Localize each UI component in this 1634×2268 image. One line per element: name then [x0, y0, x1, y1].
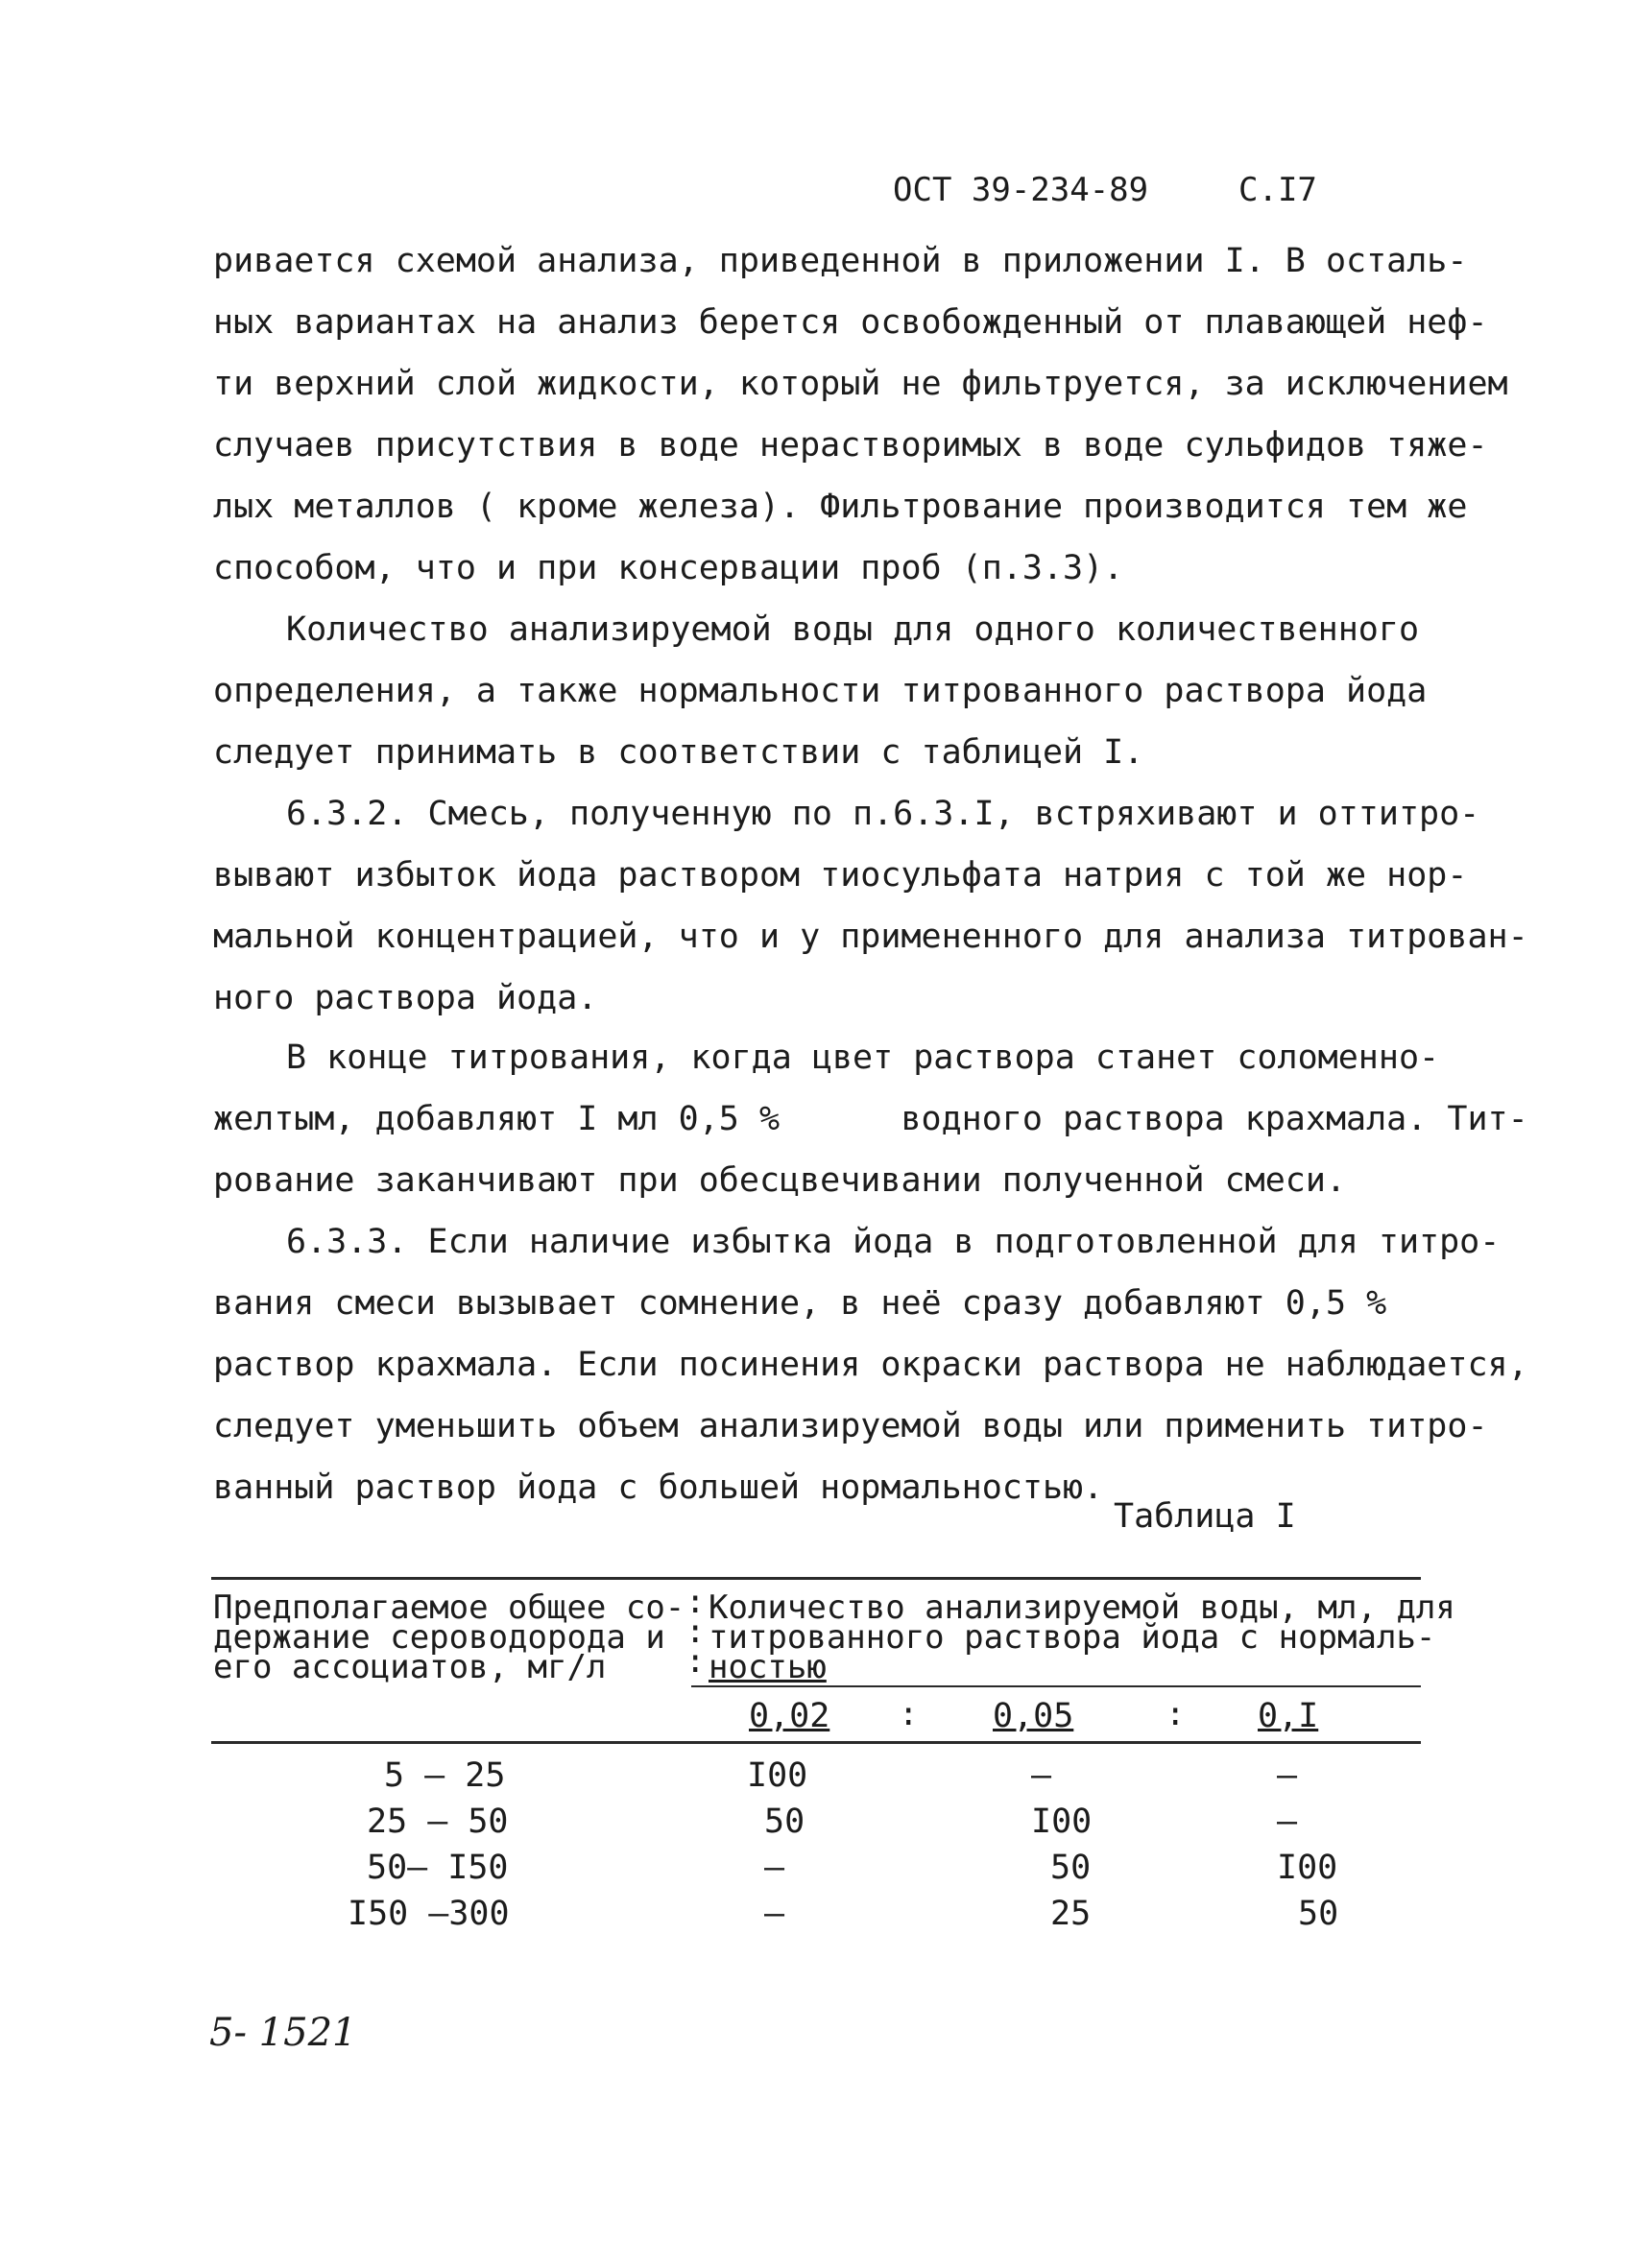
table-cell: I00 — [1277, 1849, 1338, 1887]
paragraph-quantity — [213, 599, 1461, 783]
table-row-range: 5 – 25 — [384, 1756, 506, 1795]
text-line: способом, что и при консервации проб (п.3.3). — [213, 549, 1124, 587]
header-line: Предполагаемое общее со- — [213, 1588, 685, 1627]
handwritten-note: 5- 1521 — [209, 2011, 357, 2055]
text-line: определения, а также нормальности титрованного раствора йода — [213, 672, 1428, 710]
text-line: рование заканчивают при обесцвечивании полученной смеси. — [213, 1161, 1347, 1200]
header-line: титрованного раствора йода с нормаль- — [709, 1618, 1436, 1657]
page-number: С.I7 — [1238, 171, 1317, 209]
table-cell: – — [1031, 1756, 1052, 1795]
table-row-range: 25 – 50 — [367, 1802, 509, 1841]
text-line: ных вариантах на анализ берется освобожденный от плавающей неф- — [213, 303, 1488, 342]
text-line: Количество анализируемой воды для одного количественного — [286, 610, 1420, 649]
table-cell: 25 — [1050, 1895, 1092, 1933]
column-separator: : — [1165, 1695, 1186, 1733]
table-row-range: 50– I50 — [367, 1849, 509, 1887]
text-line: следует уменьшить объем анализируемой воды или применить титро- — [213, 1407, 1488, 1445]
text-line: ривается схемой анализа, приведенной в приложении I. В осталь- — [213, 242, 1468, 280]
table-caption: Таблица I — [1114, 1497, 1296, 1536]
text-line: лых металлов ( кроме железа). Фильтрование производится тем же — [213, 488, 1468, 526]
table-cell: 50 — [1050, 1849, 1092, 1887]
normality-0-02: 0,02 — [749, 1697, 830, 1735]
paragraph-titration-end — [213, 1027, 1528, 1211]
column-separator: : — [899, 1695, 919, 1733]
text-line: 6.3.2. Смесь, полученную по п.6.3.I, встряхивают и оттитро- — [286, 795, 1480, 833]
text-line: ванный раствор йода с большей нормальностью. — [213, 1468, 1104, 1507]
header-bottom-rule — [211, 1741, 1421, 1744]
text-line: 6.3.3. Если наличие избытка йода в подготовленной для титро- — [286, 1223, 1501, 1261]
table-cell: 50 — [1298, 1895, 1339, 1933]
text-line: раствор крахмала. Если посинения окраски раствора не наблюдается, — [213, 1346, 1528, 1384]
paragraph-6-3-3 — [213, 1211, 1528, 1518]
paragraph-continuation — [213, 230, 1508, 599]
normality-0-1: 0,I — [1258, 1697, 1319, 1735]
table-cell: – — [764, 1895, 785, 1933]
text-line: вывают избыток йода раствором тиосульфата натрия с той же нор- — [213, 856, 1468, 895]
table-cell: I00 — [1031, 1802, 1093, 1841]
table-row-range: I50 –300 — [348, 1895, 510, 1933]
text-line: ти верхний слой жидкости, который не фильтруется, за исключением — [213, 365, 1508, 403]
text-line: случаев присутствия в воде нерастворимых в воде сульфидов тяже- — [213, 426, 1488, 465]
text-line: ного раствора йода. — [213, 979, 598, 1017]
header-col-volume — [709, 1588, 1455, 1686]
text-line: следует принимать в соответствии с таблицей I. — [213, 733, 1144, 772]
subheader-rule — [691, 1685, 1421, 1687]
document-code: ОСТ 39-234-89 — [893, 171, 1149, 209]
table-top-rule — [211, 1577, 1421, 1580]
text-line: мальной концентрацией, что и у примененного для анализа титрован- — [213, 918, 1528, 956]
text-line: вания смеси вызывает сомнение, в неё сразу добавляют 0,5 % — [213, 1284, 1387, 1323]
header-line: держание сероводорода и — [213, 1618, 665, 1657]
text-line: желтым, добавляют I мл 0,5 % водного раствора крахмала. Тит- — [213, 1100, 1528, 1138]
table-cell: 50 — [764, 1802, 805, 1841]
table-cell: – — [764, 1849, 785, 1887]
header-line: ностью — [709, 1648, 827, 1686]
header-line: Количество анализируемой воды, мл, для — [709, 1588, 1455, 1627]
column-separator: : : : — [685, 1583, 706, 1681]
table-cell: – — [1277, 1756, 1298, 1795]
table-cell: – — [1277, 1802, 1298, 1841]
header-col-content — [213, 1588, 685, 1686]
paragraph-6-3-2 — [213, 783, 1528, 1029]
table-cell: I00 — [747, 1756, 808, 1795]
normality-0-05: 0,05 — [993, 1697, 1074, 1735]
header-line: его ассоциатов, мг/л — [213, 1648, 607, 1686]
text-line: В конце титрования, когда цвет раствора станет соломенно- — [286, 1039, 1440, 1077]
